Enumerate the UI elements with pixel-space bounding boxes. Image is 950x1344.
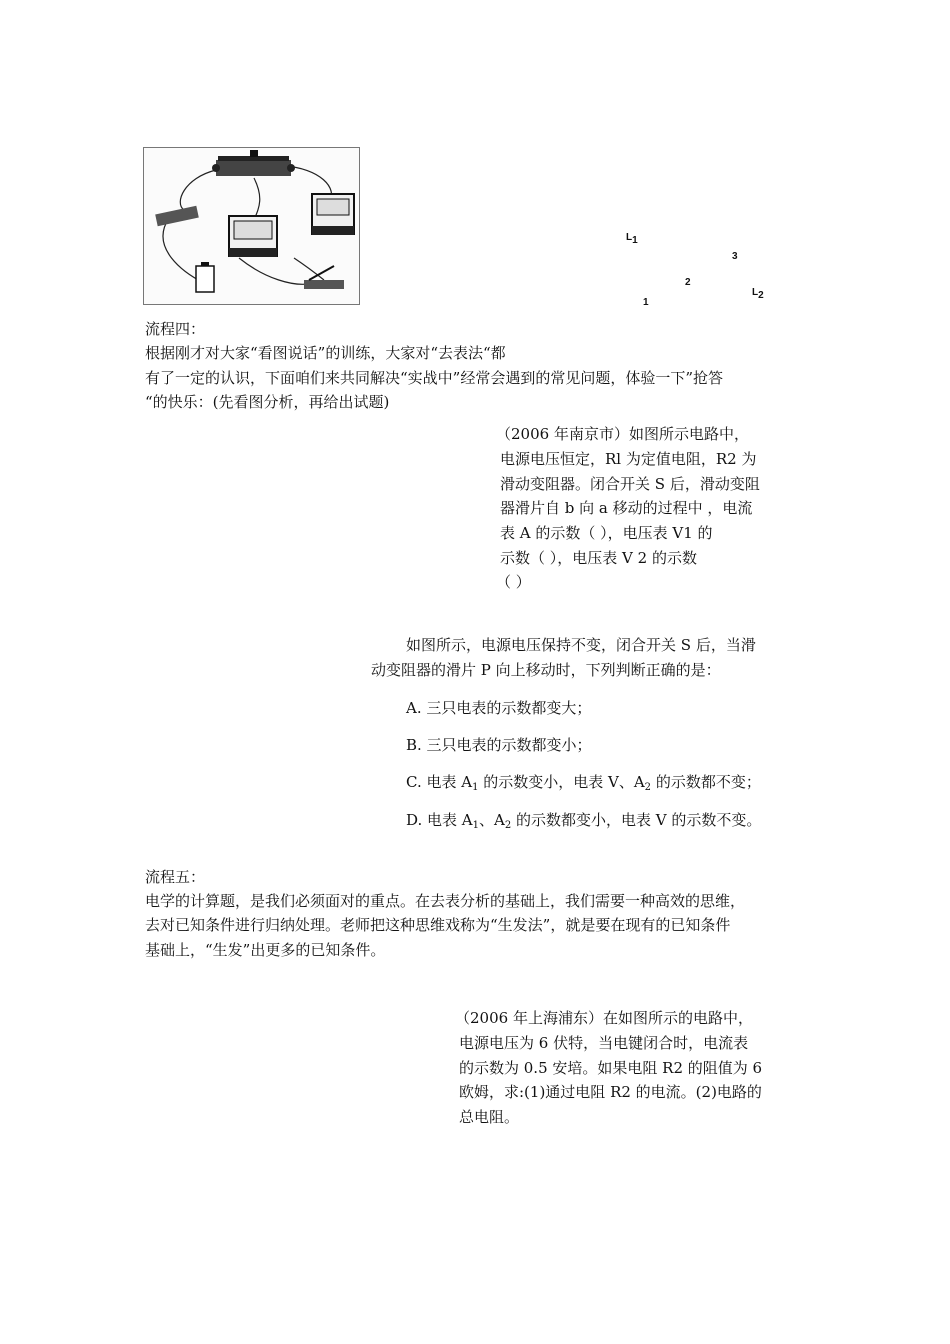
q1-line-4: 器滑片自 b 向 a 移动的过程中 ，电流 [500,499,753,517]
circuit-apparatus-image [143,147,360,305]
q3-line-1: （2006 年上海浦东）在如图所示的电路中， [455,1009,753,1027]
q1-line-6: 示数（ ），电压表 V 2 的示数 [500,549,697,567]
node-label-2: 2 [685,277,691,288]
section4-intro-line-2: 有了一定的认识，下面咱们来共同解决“实战中”经常会遇到的常见问题，体验一下”抢答 [145,369,724,387]
q1-line-5: 表 A 的示数（ ），电压表 V1 的 [500,524,713,542]
section5-intro-line-1: 电学的计算题，是我们必须面对的重点。在去表分析的基础上，我们需要一种高效的思维， [145,892,746,910]
q1-line-3: 滑动变阻器。闭合开关 S 后，滑动变阻 [500,475,760,493]
q2-line-1: 如图所示，电源电压保持不变，闭合开关 S 后，当滑 [406,636,756,654]
section5-intro-line-2: 去对已知条件进行归纳处理。老师把这种思维戏称为“生发法”，就是要在现有的已知条件 [145,916,731,934]
q2-option-c: C. 电表 $A_1$ 的示数变小，电表 V、$A_2$ 的示数都不变； [406,773,761,793]
node-label-3: 3 [732,251,738,262]
q1-line-7: （ ） [496,573,531,591]
section4-intro-line-1: 根据刚才对大家“看图说话”的训练，大家对“去表法“都 [145,344,506,362]
q2-line-2: 动变阻器的滑片 P 向上移动时，下列判断正确的是： [371,661,721,679]
q1-line-1: （2006 年南京市）如图所示电路中， [496,425,749,443]
q2-option-a: A. 三只电表的示数都变大； [406,699,592,717]
q2-option-b: B. 三只电表的示数都变小； [406,736,592,754]
q3-line-5: 总电阻。 [459,1108,520,1126]
q1-line-2: 电源电压恒定，Rl 为定值电阻，R2 为 [500,450,757,468]
q2-option-d: D. 电表 $A_1$、$A_2$ 的示数都变小，电表 V 的示数不变。 [406,811,762,831]
section4-intro-line-3: “的快乐：(先看图分析，再给出试题) [145,393,390,411]
q3-line-3: 的示数为 0.5 安培。如果电阻 R2 的阻值为 6 [459,1059,763,1077]
node-label-1: 1 [643,297,649,308]
section5-intro-line-3: 基础上，“生发”出更多的已知条件。 [145,941,386,959]
section4-heading: 流程四： [145,320,206,338]
lamp-label-l1: $L_1$ [626,232,638,246]
q3-line-4: 欧姆，求:(1)通过电阻 R2 的电流。(2)电路的 [459,1083,762,1101]
section5-heading: 流程五： [145,868,206,886]
q3-line-2: 电源电压为 6 伏特，当电键闭合时，电流表 [459,1034,749,1052]
lamp-label-l2: $L_2$ [752,287,764,301]
